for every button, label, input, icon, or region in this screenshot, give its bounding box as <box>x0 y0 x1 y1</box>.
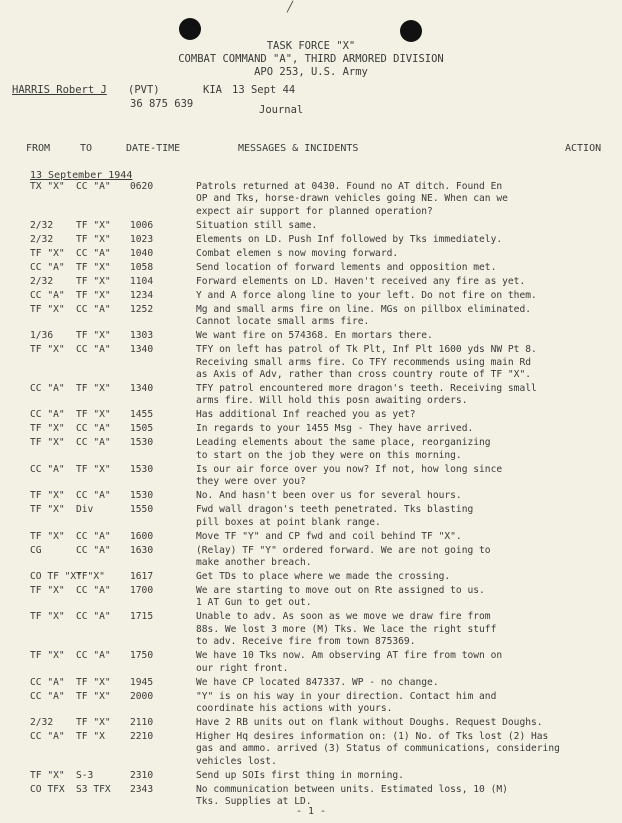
column-header-to: TO <box>80 143 93 154</box>
punch-hole-right <box>400 20 422 42</box>
journal-entry <box>0 383 622 408</box>
entry-from: CC "A" <box>30 261 65 273</box>
entry-message: Y and A force along line to your left. Do not fire on them. <box>196 289 537 301</box>
entry-from: 2/32 <box>30 219 54 231</box>
entry-from: 2/32 <box>30 275 54 287</box>
entry-time: 1600 <box>130 530 154 542</box>
journal-entry <box>0 717 622 729</box>
person-name: HARRIS Robert J <box>12 84 107 96</box>
entry-message: Has additional Inf reached you as yet? <box>196 409 416 421</box>
entry-to: Div <box>76 504 94 516</box>
document-title: Journal <box>259 104 304 116</box>
entry-message: TFY on left has patrol of Tk Plt, Inf Plt 1600 yds NW Pt 8. Receiving small arms fire. Co TFY recommends using main Rd as Axis of Adv, rather than cross country route of TF "X". <box>196 344 537 380</box>
entry-time: 1750 <box>130 650 154 662</box>
journal-entry <box>0 770 622 782</box>
entry-to: TF"X" <box>76 571 105 582</box>
entry-to: S3 TFX <box>76 783 111 795</box>
entry-from: TF "X" <box>30 423 65 435</box>
person-service-number: 36 875 639 <box>130 98 194 110</box>
journal-entry <box>0 731 622 768</box>
entry-to: CC "A" <box>76 303 111 315</box>
entry-message: No. And hasn't been over us for several hours. <box>196 490 462 502</box>
journal-entry <box>0 344 622 381</box>
entry-to: TF "X" <box>76 676 111 688</box>
entry-time: 1630 <box>130 544 154 556</box>
entry-from: CC "A" <box>30 409 65 421</box>
entry-to: CC "A" <box>76 344 111 356</box>
journal-entry <box>0 545 622 570</box>
journal-entry <box>0 784 622 809</box>
entry-from: CC "A" <box>30 383 65 394</box>
entry-from: CG <box>30 544 42 556</box>
entry-to: CC "A" <box>76 650 111 662</box>
journal-entry <box>0 677 622 689</box>
entry-to: TF "X" <box>76 717 111 728</box>
journal-entry <box>0 409 622 421</box>
header-apo: APO 253, U.S. Army <box>254 66 368 78</box>
entry-message: Leading elements about the same place, reorganizing to start on the job they were on this morning. <box>196 437 491 461</box>
entry-message: We have CP located 847337. WP - no change. <box>196 676 439 688</box>
page-number: - 1 - <box>295 806 327 817</box>
journal-entry <box>0 611 622 648</box>
entry-from: CC "A" <box>30 289 65 301</box>
entry-from: TF "X" <box>30 611 65 623</box>
entry-time: 1023 <box>130 233 154 245</box>
entry-time: 1530 <box>130 437 154 449</box>
punch-hole-left <box>179 18 201 40</box>
entry-to: CC "A" <box>76 611 111 623</box>
column-header-action: ACTION <box>565 143 602 154</box>
entry-message: Send location of forward lements and opposition met. <box>196 261 497 273</box>
entry-time: 1058 <box>130 261 154 273</box>
person-date: 13 Sept 44 <box>232 84 296 96</box>
entry-message: Situation still same. <box>196 219 318 231</box>
person-rank: (PVT) <box>128 84 160 96</box>
entry-message: We want fire on 574368. En mortars there. <box>196 330 433 342</box>
journal-entry <box>0 330 622 342</box>
entry-to: TF "X" <box>76 261 111 273</box>
entry-from: CO TF "X" <box>30 571 82 582</box>
journal-entry <box>0 691 622 716</box>
entry-from: CC "A" <box>30 463 65 475</box>
entry-from: TF "X" <box>30 344 65 356</box>
journal-entry <box>0 650 622 675</box>
entry-to: TF "X" <box>76 383 111 394</box>
entry-message: Fwd wall dragon's teeth penetrated. Tks blasting pill boxes at point blank range. <box>196 504 474 528</box>
entry-time: 1945 <box>130 676 154 688</box>
entry-to: CC "A" <box>76 423 111 435</box>
header-unit: TASK FORCE "X" <box>266 40 356 52</box>
journal-entry <box>0 571 622 583</box>
entry-time: 1550 <box>130 504 154 516</box>
person-status: KIA <box>203 84 222 96</box>
entry-from: TF "X" <box>30 247 65 259</box>
journal-entry <box>0 423 622 435</box>
entry-message: "Y" is on his way in your direction. Contact him and coordinate his actions with yours. <box>196 690 497 714</box>
entry-to: S-3 <box>76 769 94 781</box>
entry-time: 1303 <box>130 330 154 342</box>
entry-time: 2110 <box>130 717 154 728</box>
journal-entry <box>0 504 622 529</box>
entry-time: 1617 <box>130 571 154 582</box>
entry-message: Higher Hq desires information on: (1) No. of Tks lost (2) Has gas and ammo. arrived (3) Status of communications, considering vehicles lost. <box>196 731 560 767</box>
entry-message: Patrols returned at 0430. Found no AT ditch. Found En OP and Tks, horse-drawn vehicles going NE. When can we expect air support for planned operation? <box>196 181 508 217</box>
journal-entry <box>0 437 622 462</box>
entry-message: Combat elemen s now moving forward. <box>196 247 399 259</box>
entry-time: 2000 <box>130 690 154 702</box>
journal-entry <box>0 248 622 260</box>
entry-message: Is our air force over you now? If not, how long since they were over you? <box>196 463 503 488</box>
column-header-datetime: DATE-TIME <box>126 143 181 154</box>
journal-entry <box>0 304 622 329</box>
entry-message: (Relay) TF "Y" ordered forward. We are not going to make another breach. <box>196 544 491 568</box>
journal-entry <box>0 262 622 274</box>
entry-to: CC "A" <box>76 530 111 542</box>
entry-message: Move TF "Y" and CP fwd and coil behind TF "X". <box>196 530 462 542</box>
entry-from: 2/32 <box>30 233 54 245</box>
entry-from: TF "X" <box>30 504 65 516</box>
entry-time: 1340 <box>130 344 154 356</box>
entry-to: TF "X" <box>76 409 111 421</box>
entry-time: 1530 <box>130 490 154 502</box>
column-header-messages: MESSAGES & INCIDENTS <box>238 143 359 154</box>
entry-message: We have 10 Tks now. Am observing AT fire from town on our right front. <box>196 650 503 674</box>
entry-from: 2/32 <box>30 717 54 728</box>
entry-time: 2343 <box>130 783 154 795</box>
entry-message: We are starting to move out on Rte assigned to us. 1 AT Gun to get out. <box>196 585 485 609</box>
entry-time: 1006 <box>130 219 154 231</box>
entry-to: TF "X" <box>76 690 111 702</box>
date-heading: 13 September 1944 <box>30 170 133 181</box>
entry-time: 1104 <box>130 275 154 287</box>
entry-message: In regards to your 1455 Msg - They have arrived. <box>196 423 474 435</box>
entry-to: CC "A" <box>76 247 111 259</box>
entry-to: TF "X <box>76 731 105 742</box>
journal-entry <box>0 234 622 246</box>
entry-time: 1700 <box>130 585 154 596</box>
entry-time: 2210 <box>130 731 154 742</box>
entry-from: TF "X" <box>30 303 65 315</box>
entry-to: CC "A" <box>76 544 111 556</box>
journal-entry <box>0 181 622 218</box>
entry-to: CC "A" <box>76 181 111 192</box>
entry-time: 1234 <box>130 289 154 301</box>
entry-from: TX "X" <box>30 181 65 192</box>
entry-time: 1040 <box>130 247 154 259</box>
entry-message: No communication between units. Estimated loss, 10 (M) Tks. Supplies at LD. <box>196 783 508 808</box>
entry-time: 1715 <box>130 611 154 623</box>
entry-to: CC "A" <box>76 585 111 596</box>
entry-to: CC "A" <box>76 437 111 449</box>
pencil-mark-icon: ╱ <box>287 2 294 13</box>
journal-entry <box>0 490 622 502</box>
column-header-from: FROM <box>26 143 51 154</box>
entry-to: TF "X" <box>76 233 111 245</box>
entry-time: 1252 <box>130 303 154 315</box>
entry-to: CC "A" <box>76 490 111 502</box>
entry-to: TF "X" <box>76 463 111 475</box>
entry-from: TF "X" <box>30 530 65 542</box>
entry-from: CC "A" <box>30 690 65 702</box>
header-command: COMBAT COMMAND "A", THIRD ARMORED DIVISION <box>178 53 444 65</box>
entry-from: CC "A" <box>30 676 65 688</box>
entry-from: TF "X" <box>30 437 65 449</box>
entry-time: 1505 <box>130 423 154 435</box>
entry-message: Mg and small arms fire on line. MGs on pillbox eliminated. Cannot locate small arms fire. <box>196 303 532 328</box>
entry-from: TF "X" <box>30 769 65 781</box>
entry-from: TF "X" <box>30 650 65 662</box>
entry-message: Get TDs to place where we made the crossing. <box>196 571 451 582</box>
entry-message: Forward elements on LD. Haven't received any fire as yet. <box>196 275 526 287</box>
entry-message: Have 2 RB units out on flank without Doughs. Request Doughs. <box>196 717 543 728</box>
journal-entry <box>0 531 622 543</box>
entry-message: TFY patrol encountered more dragon's teeth. Receiving small arms fire. Will hold this posn awaiting orders. <box>196 383 537 407</box>
entry-time: 1455 <box>130 409 154 421</box>
entry-from: CC "A" <box>30 731 65 742</box>
entry-time: 0620 <box>130 181 154 192</box>
entry-to: TF "X" <box>76 275 111 287</box>
entry-from: TF "X" <box>30 490 65 502</box>
entry-time: 1340 <box>130 383 154 394</box>
journal-entry <box>0 585 622 610</box>
entry-to: TF "X" <box>76 289 111 301</box>
entry-message: Elements on LD. Push Inf followed by Tks immediately. <box>196 233 503 245</box>
entry-from: CO TFX <box>30 783 65 795</box>
entry-to: TF "X" <box>76 330 111 342</box>
journal-entry <box>0 290 622 302</box>
journal-entry <box>0 464 622 489</box>
entry-from: TF "X" <box>30 585 65 596</box>
entry-message: Unable to adv. As soon as we move we draw fire from 88s. We lost 3 more (M) Tks. We lace the right stuff to adv. Receive fire from town 875369. <box>196 611 497 648</box>
entry-message: Send up SOIs first thing in morning. <box>196 769 404 781</box>
journal-entry <box>0 220 622 232</box>
entry-time: 1530 <box>130 463 154 475</box>
entry-from: 1/36 <box>30 330 54 342</box>
entry-time: 2310 <box>130 769 154 781</box>
journal-entry <box>0 276 622 288</box>
entry-to: TF "X" <box>76 219 111 231</box>
